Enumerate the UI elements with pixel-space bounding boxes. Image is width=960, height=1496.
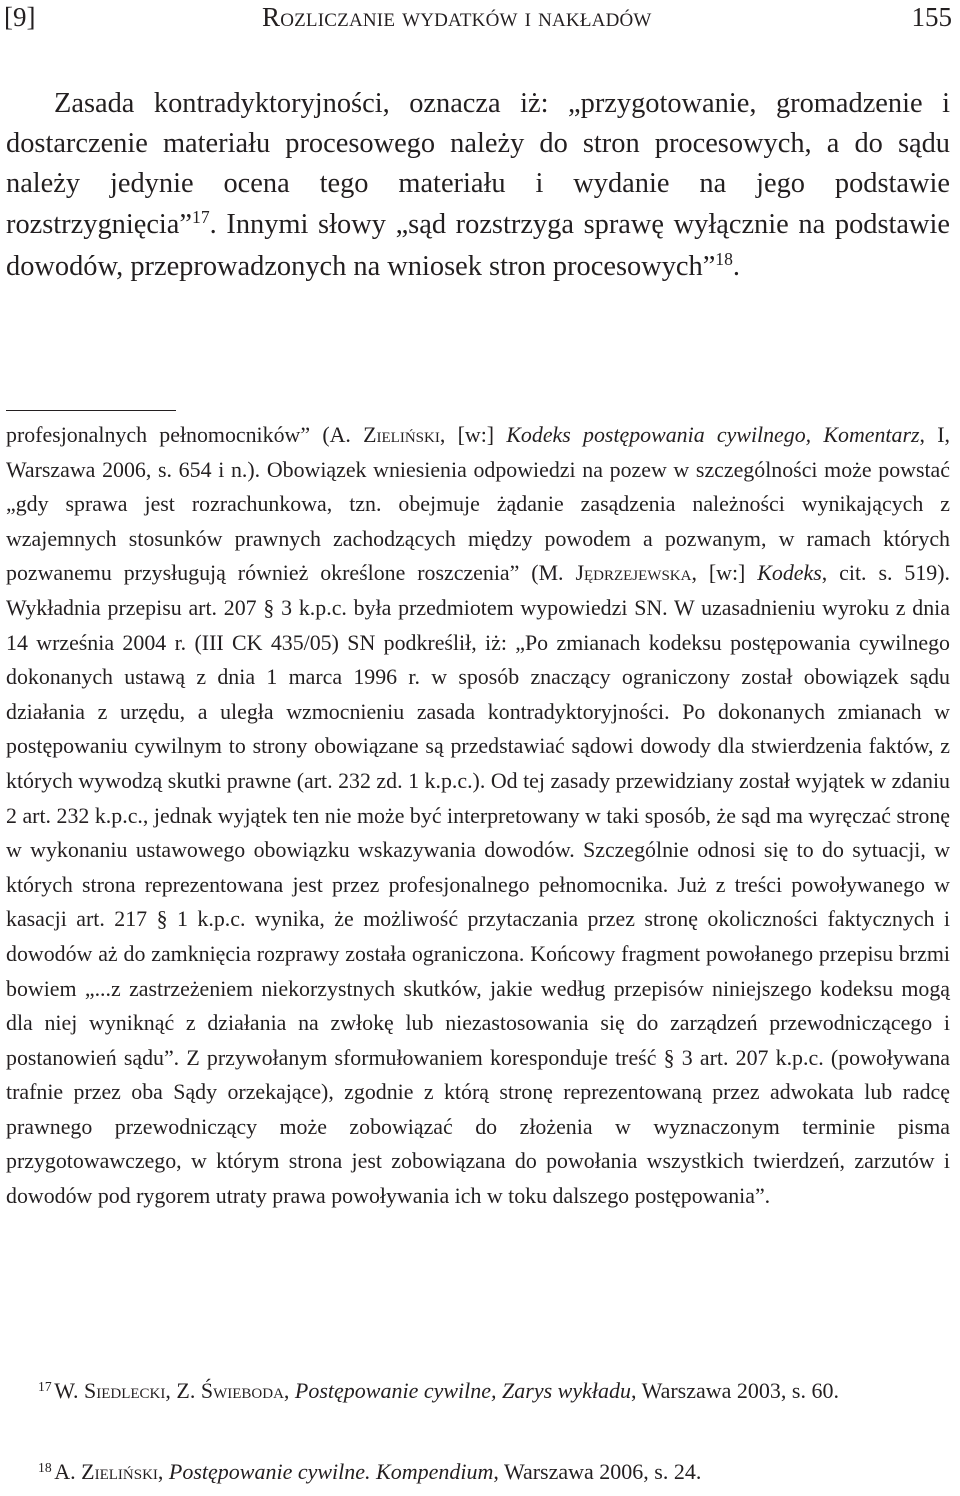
author-name: Zieliński bbox=[81, 1459, 158, 1484]
note-text: , bbox=[283, 1378, 295, 1403]
note-text: A. bbox=[54, 1459, 82, 1484]
note-text: , [w:] bbox=[439, 422, 507, 447]
note-text: W. bbox=[54, 1378, 84, 1403]
main-text-part: . bbox=[732, 250, 740, 282]
main-text-part: Zasada kontradyktoryjności, oznacza iż: „przygotowanie, gromadzenie i dostarczenie materiału procesowego należy do stron procesowych, a do sądu należy jedynie ocena tego materiału i wydanie na jego podstawie rozstrzygnięcia” bbox=[6, 88, 950, 240]
note-text: , I, Warszawa 2006, s. 654 i n.). Obowiązek wniesienia odpowiedzi na pozew w szczególności może powstać „gdy sprawa jest rozrachunkowa, tzn. obejmuje żądanie zasądzenia należności wynikających z wzajemnych stosunków prawnych zachodzących między powodem a pozwanym, w ramach których pozwanemu przysługują również określone roszczenia” (M. bbox=[6, 422, 950, 586]
footnote-separator bbox=[6, 410, 176, 411]
main-text-part: . Innymi słowy „sąd rozstrzyga sprawę wyłącznie na podstawie dowodów, przeprowadzonych na wniosek stron procesowych” bbox=[6, 208, 950, 282]
main-paragraph bbox=[6, 84, 950, 289]
author-name: Siedlecki bbox=[84, 1378, 166, 1403]
footnote-number: 18 bbox=[38, 1459, 52, 1475]
page-number: 155 bbox=[911, 2, 952, 32]
running-title: Rozliczanie wydatków i nakładów bbox=[262, 2, 652, 32]
footnote-18 bbox=[6, 1455, 950, 1492]
note-text: profesjonalnych pełnomocników” (A. bbox=[6, 422, 364, 447]
footnote-number: 17 bbox=[38, 1378, 52, 1394]
work-title: Postępowanie cywilne, Zarys wykładu bbox=[294, 1378, 631, 1403]
footnote-ref-17: 17 bbox=[192, 206, 210, 227]
footnote-ref-18: 18 bbox=[715, 249, 733, 270]
note-text: , Z. bbox=[165, 1378, 201, 1403]
author-name: Świeboda bbox=[200, 1378, 284, 1403]
note-text: , bbox=[157, 1459, 169, 1484]
page-header bbox=[0, 0, 960, 42]
note-text: , cit. s. 519). Wykładnia przepisu art. 207 § 3 k.p.c. była przedmiotem wypowiedzi SN. W uzasadnieniu wyroku z dnia 14 września 2004 r. (III CK 435/05) SN podkreślił, iż: „Po zmianach kodeksu postępowania cywilnego dokonanych ustawą z dnia 1 marca 1996 r. w sposób znaczący ograniczony został obowiązek sądu działania z urzędu, a uległa wzmocnieniu zasada kontradyktoryjności. Po dokonanych zmianach w postępowaniu cywilnym to strony obowiązane są przedstawiać sądowi dowody dla stwierdzenia faktów, z których wywodzą skutki prawne (art. 232 zd. 1 k.p.c.). Od tej zasady przewidziany został wyjątek w zdaniu 2 art. 232 k.p.c., jednak wyjątek ten nie może być interpretowany w taki sposób, że sąd ma wyręczać stronę w wykonaniu ustawowego obowiązku wskazywania dowodów. Szczególnie odnosi się to do sytuacji, w których strona reprezentowana jest przez profesjonalnego pełnomocnika. Już z treści powoływanego w kasacji art. 217 § 1 k.p.c. wynika, że możliwość przytaczania przez stronę okoliczności faktycznych i dowodów aż do zamknięcia rozprawy została ograniczona. Końcowy fragment powołanego przepisu brzmi bowiem „...z zastrzeżeniem niekorzystnych skutków, jakie według przepisów niniejszego kodeksu mogą dla niej wyniknąć z działania na zwłokę lub niezastosowania się do zarządzeń przewodniczącego i postanowień sądu”. Z przywołanym sformułowaniem koresponduje treść § 3 art. 207 k.p.c. (powoływana trafnie przez oba Sądy orzekające), zgodnie z którą stronę reprezentowaną przez adwokata lub radcę prawnego przewodniczący może zobowiązać do złożenia w wyznaczonym terminie pisma przygotowawczego, w którym strona jest zobowiązana do powołania wszystkich twierdzeń, zarzutów i dowodów pod rygorem utraty prawa powoływania ich w toku dalszego postępowania”. bbox=[6, 560, 950, 1209]
work-title: Kodeks bbox=[757, 560, 822, 586]
section-reference: [9] bbox=[4, 2, 36, 32]
work-title: Kodeks postępowania cywilnego, Komentarz bbox=[506, 422, 920, 447]
author-name: Zieliński bbox=[363, 422, 440, 447]
footnote-17 bbox=[6, 1374, 950, 1411]
author-name: Jędrzejewska bbox=[575, 560, 692, 586]
note-text: , Warszawa 2003, s. 60. bbox=[630, 1378, 839, 1403]
note-text: , [w:] bbox=[691, 560, 758, 586]
work-title: Postępowanie cywilne. Kompendium bbox=[168, 1459, 494, 1484]
note-text: , Warszawa 2006, s. 24. bbox=[493, 1459, 702, 1484]
footnote-continuation bbox=[6, 418, 950, 1214]
